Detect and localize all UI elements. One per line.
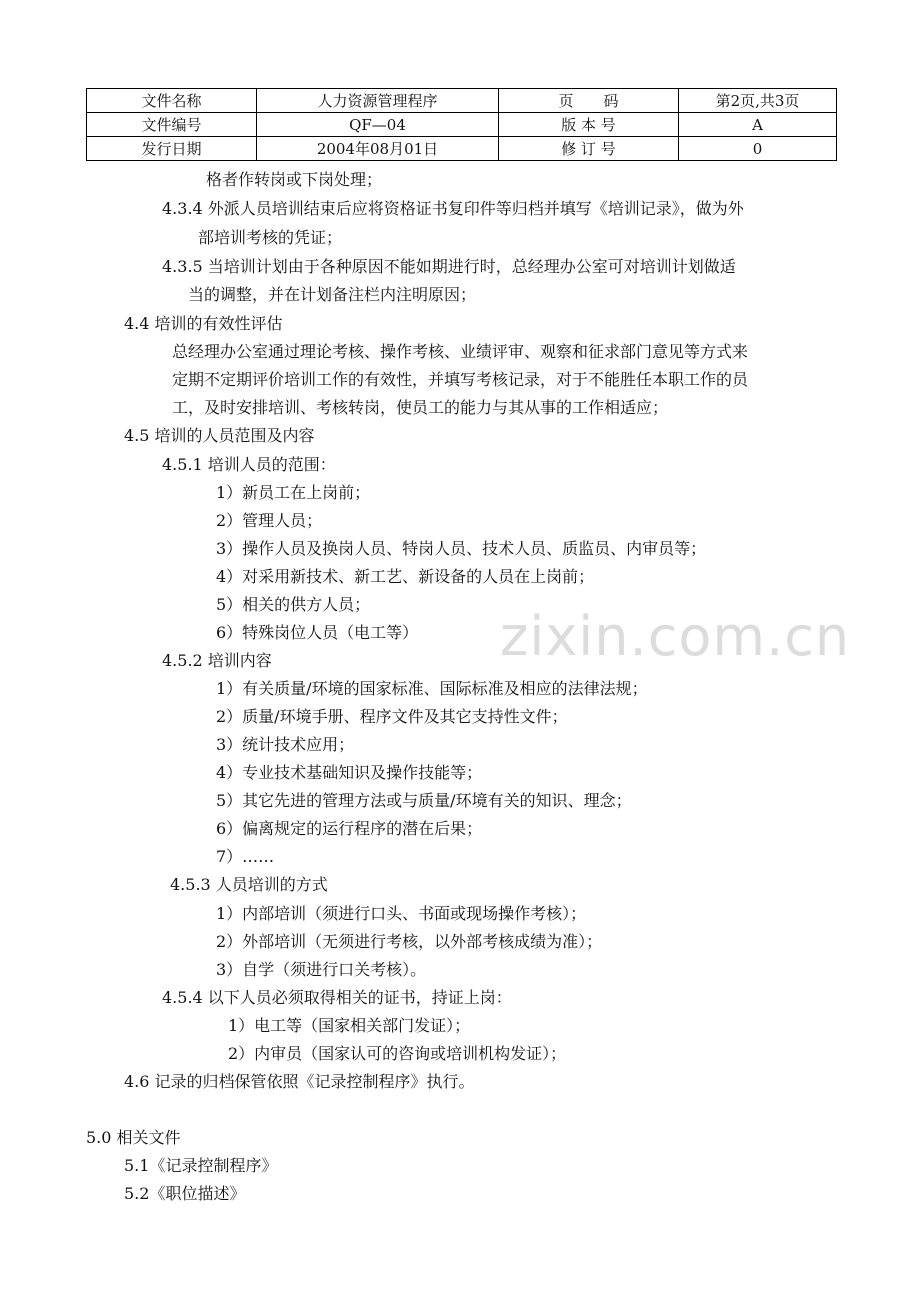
label-issue-date: 发行日期 <box>87 137 257 161</box>
body-line: 部培训考核的凭证； <box>198 228 343 247</box>
body-line: 工，及时安排培训、考核转岗，使员工的能力与其从事的工作相适应； <box>172 398 669 417</box>
list-item: 1）内部培训（须进行口头、书面或现场操作考核）； <box>216 904 587 923</box>
label-page: 页 码 <box>499 89 679 113</box>
value-version: A <box>679 113 837 137</box>
list-item: 2）质量/环境手册、程序文件及其它支持性文件； <box>216 707 568 726</box>
value-page: 第2页,共3页 <box>679 89 837 113</box>
body-line: 格者作转岗或下岗处理； <box>206 170 383 189</box>
list-item: 3）统计技术应用； <box>216 735 355 754</box>
list-item: 2）外部培训（无须进行考核，以外部考核成绩为准）； <box>216 932 603 951</box>
label-revision: 修 订 号 <box>499 137 679 161</box>
section-heading: 4.5.4 以下人员必须取得相关的证书，持证上岗： <box>162 988 512 1007</box>
list-item: 6）特殊岗位人员（电工等） <box>216 623 419 642</box>
list-item: 1）有关质量/环境的国家标准、国际标准及相应的法律法规； <box>216 679 648 698</box>
list-item: 5）其它先进的管理方法或与质量/环境有关的知识、理念； <box>216 791 632 810</box>
section-heading: 4.3.4 外派人员培训结束后应将资格证书复印件等归档并填写《培训记录》，做为外 <box>162 199 744 218</box>
header-table <box>86 88 837 161</box>
value-file-number: QF—04 <box>257 113 499 137</box>
section-heading: 4.4 培训的有效性评估 <box>124 314 283 333</box>
watermark: zixin.com.cn <box>500 605 851 668</box>
list-item: 2）内审员（国家认可的咨询或培训机构发证）； <box>228 1044 567 1063</box>
section-heading: 4.5.1 培训人员的范围： <box>162 455 336 474</box>
section-heading: 4.3.5 当培训计划由于各种原因不能如期进行时，总经理办公室可对培训计划做适 <box>162 257 736 276</box>
list-item: 4）对采用新技术、新工艺、新设备的人员在上岗前； <box>216 567 595 586</box>
header-row <box>87 89 837 113</box>
value-issue-date: 2004年08月01日 <box>257 137 499 161</box>
section-heading: 4.6 记录的归档保管依照《记录控制程序》执行。 <box>124 1072 475 1091</box>
list-item: 2）管理人员； <box>216 511 323 530</box>
list-item: 5.2《职位描述》 <box>124 1184 246 1203</box>
header-row <box>87 137 837 161</box>
list-item: 5）相关的供方人员； <box>216 595 371 614</box>
body-line: 定期不定期评价培训工作的有效性，并填写考核记录，对于不能胜任本职工作的员 <box>172 370 749 389</box>
list-item: 5.1《记录控制程序》 <box>124 1156 278 1175</box>
label-file-name: 文件名称 <box>87 89 257 113</box>
list-item: 4）专业技术基础知识及操作技能等； <box>216 763 483 782</box>
label-version: 版 本 号 <box>499 113 679 137</box>
list-item: 1）电工等（国家相关部门发证）； <box>228 1016 471 1035</box>
list-item: 1）新员工在上岗前； <box>216 483 371 502</box>
list-item: 3）自学（须进行口关考核）。 <box>216 960 427 979</box>
list-item: 6）偏离规定的运行程序的潜在后果； <box>216 819 483 838</box>
value-revision: 0 <box>679 137 837 161</box>
section-heading: 4.5.3 人员培训的方式 <box>170 875 328 894</box>
label-file-number: 文件编号 <box>87 113 257 137</box>
section-heading: 4.5 培训的人员范围及内容 <box>124 426 315 445</box>
list-item: 7）…… <box>216 847 275 866</box>
list-item: 3）操作人员及换岗人员、特岗人员、技术人员、质监员、内审员等； <box>216 539 707 558</box>
section-heading: 5.0 相关文件 <box>86 1128 181 1147</box>
header-row <box>87 113 837 137</box>
body-line: 总经理办公室通过理论考核、操作考核、业绩评审、观察和征求部门意见等方式来 <box>172 342 749 361</box>
section-heading: 4.5.2 培训内容 <box>162 651 272 670</box>
body-line: 当的调整，并在计划备注栏内注明原因； <box>188 285 477 304</box>
value-file-name: 人力资源管理程序 <box>257 89 499 113</box>
